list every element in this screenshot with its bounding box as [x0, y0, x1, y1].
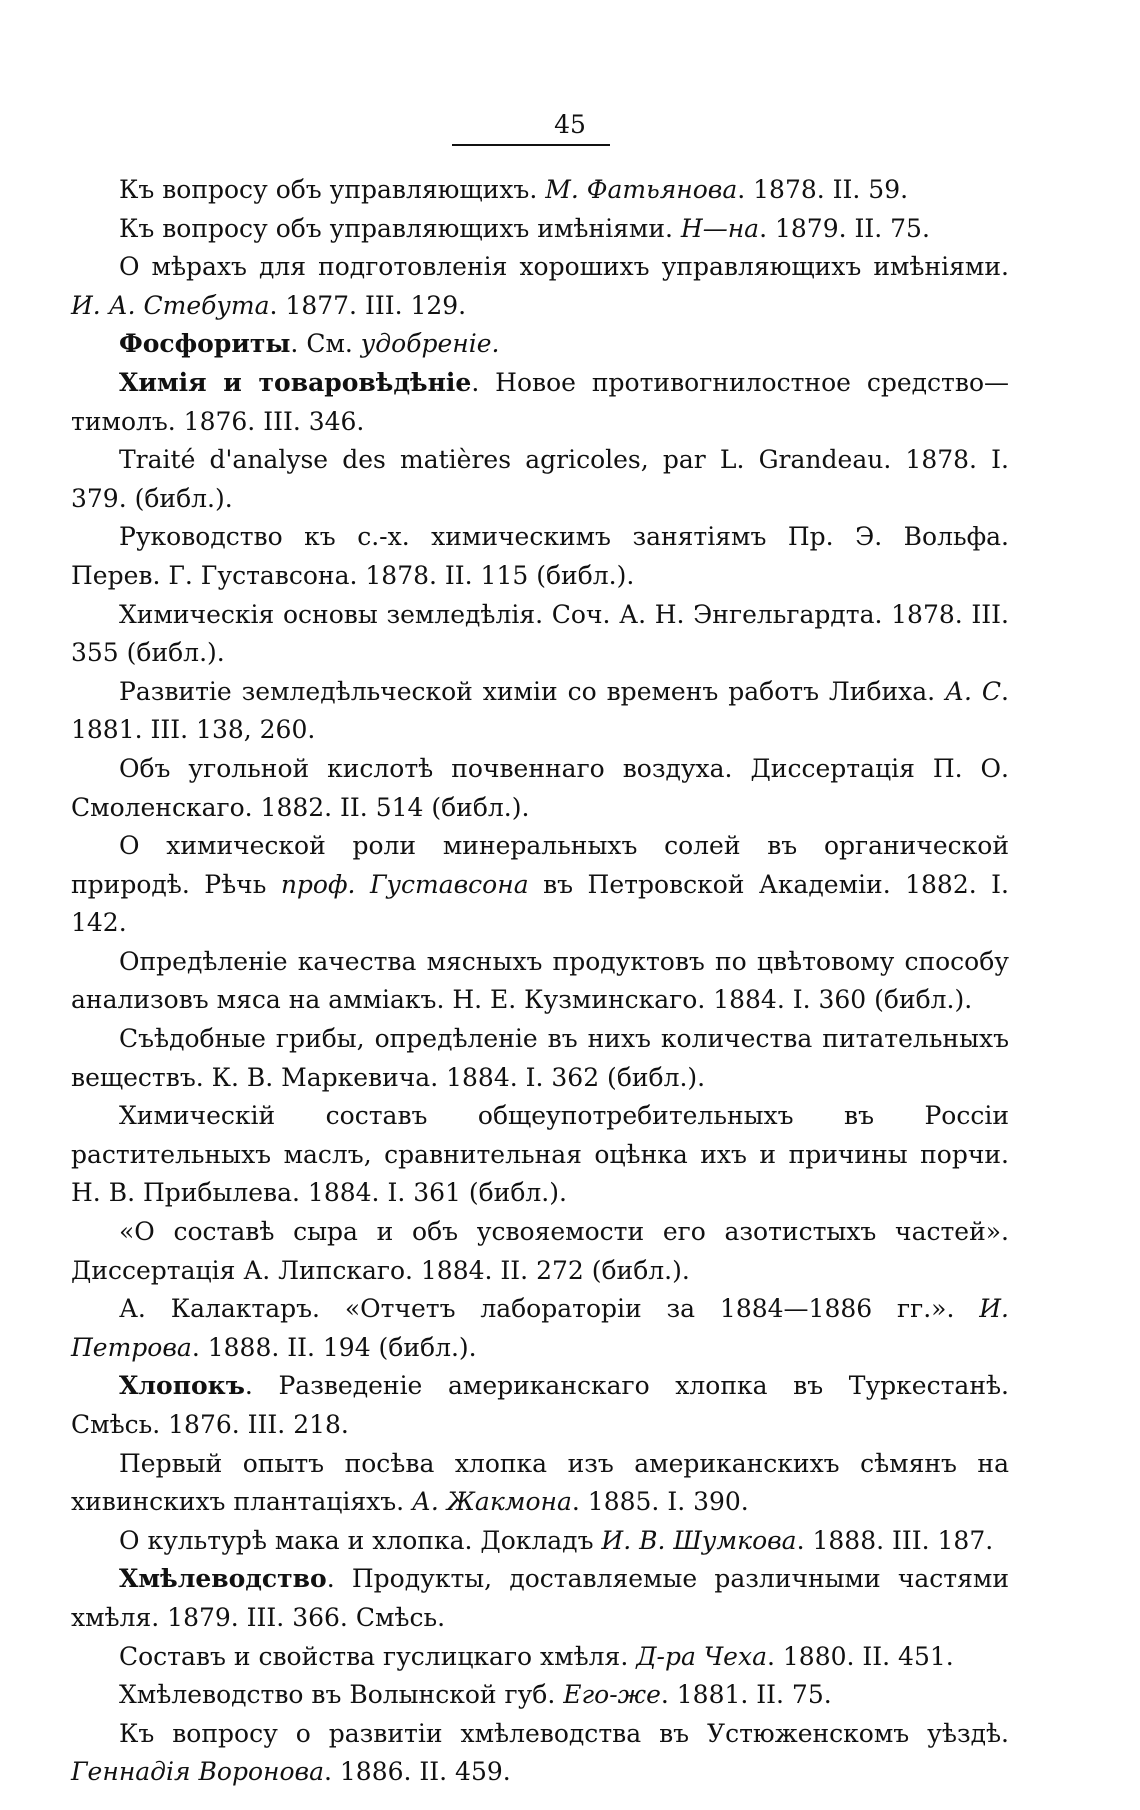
- list-item: Объ угольной кислотѣ почвеннаго воздуха. Диссертація П. О. Смоленскаго. 1882. II. 514 (библ.).: [71, 753, 1009, 822]
- list-item: Къ вопросу о развитіи хмѣлеводства въ Устюженскомъ уѣздѣ. Геннадія Воронова. 1886. II. 459.: [71, 1718, 1009, 1787]
- section-heading-chemistry: Химія и товаровѣдѣніе. Новое противогнилостное средство—тимолъ. 1876. III. 346.: [71, 367, 1009, 436]
- list-item: Хмѣлеводство въ Волынской губ. Его-же. 1881. II. 75.: [119, 1680, 832, 1710]
- section-heading-hops: Хмѣлеводство. Продукты, доставляемые различными частями хмѣля. 1879. III. 366. Смѣсь.: [71, 1564, 1009, 1632]
- list-item: Химическій составъ общеупотребительныхъ въ Россіи растительныхъ маслъ, сравнительная оцѣнка ихъ и причины порчи. Н. В. Прибылева. 1884. I. 361 (библ.).: [71, 1101, 1009, 1208]
- list-item: Первый опытъ посѣва хлопка изъ американскихъ сѣмянъ на хивинскихъ плантаціяхъ. А. Жакмона. 1885. I. 390.: [71, 1448, 1009, 1517]
- bibliography-list: [71, 171, 1009, 1792]
- list-item: Traité d'analyse des matières agricoles, par L. Grandeau. 1878. I. 379. (библ.).: [71, 445, 1009, 513]
- list-item: Съѣдобные грибы, опредѣленіе въ нихъ количества питательныхъ веществъ. К. В. Маркевича. 1884. I. 362 (библ.).: [71, 1024, 1009, 1092]
- list-item: Химическія основы земледѣлія. Соч. А. Н. Энгельгардта. 1878. III. 355 (библ.).: [71, 599, 1009, 668]
- list-item: Составъ и свойства гуслицкаго хмѣля. Д-ра Чеха. 1880. II. 451.: [119, 1641, 954, 1671]
- header-rule: [452, 144, 610, 146]
- list-item: Опредѣленіе качества мясныхъ продуктовъ по цвѣтовому способу анализовъ мяса на амміакъ. Н. Е. Кузминскаго. 1884. I. 360 (библ.).: [71, 946, 1009, 1015]
- list-item: О культурѣ мака и хлопка. Докладъ И. В. Шумкова. 1888. III. 187.: [119, 1525, 994, 1555]
- list-item: Къ вопросу объ управляющихъ имѣніями. Н—на. 1879. II. 75.: [119, 213, 930, 243]
- list-item: Руководство къ с.-х. химическимъ занятіямъ Пр. Э. Вольфа. Перев. Г. Густавсона. 1878. II. 115 (библ.).: [71, 522, 1009, 590]
- section-heading-phosphorites: Фосфориты. См. удобреніе.: [119, 329, 500, 359]
- list-item: Развитіе земледѣльческой химіи со временъ работъ Либиха. А. С. 1881. III. 138, 260.: [71, 676, 1009, 745]
- list-item: О химической роли минеральныхъ солей въ органической природѣ. Рѣчь проф. Густавсона въ Петровской Академіи. 1882. I. 142.: [71, 831, 1009, 938]
- list-item: «О составѣ сыра и объ усвояемости его азотистыхъ частей». Диссертація А. Липскаго. 1884. II. 272 (библ.).: [71, 1217, 1009, 1285]
- section-heading-cotton: Хлопокъ. Разведеніе американскаго хлопка въ Туркестанѣ. Смѣсь. 1876. III. 218.: [71, 1371, 1009, 1439]
- list-item: Къ вопросу объ управляющихъ. М. Фатьянова. 1878. II. 59.: [119, 175, 909, 204]
- page-number: 45: [554, 110, 586, 139]
- list-item: А. Калактаръ. «Отчетъ лабораторіи за 1884—1886 гг.». И. Петрова. 1888. II. 194 (библ.).: [71, 1294, 1009, 1362]
- list-item: О мѣрахъ для подготовленія хорошихъ управляющихъ имѣніями. И. А. Стебута. 1877. III. 129.: [71, 252, 1009, 320]
